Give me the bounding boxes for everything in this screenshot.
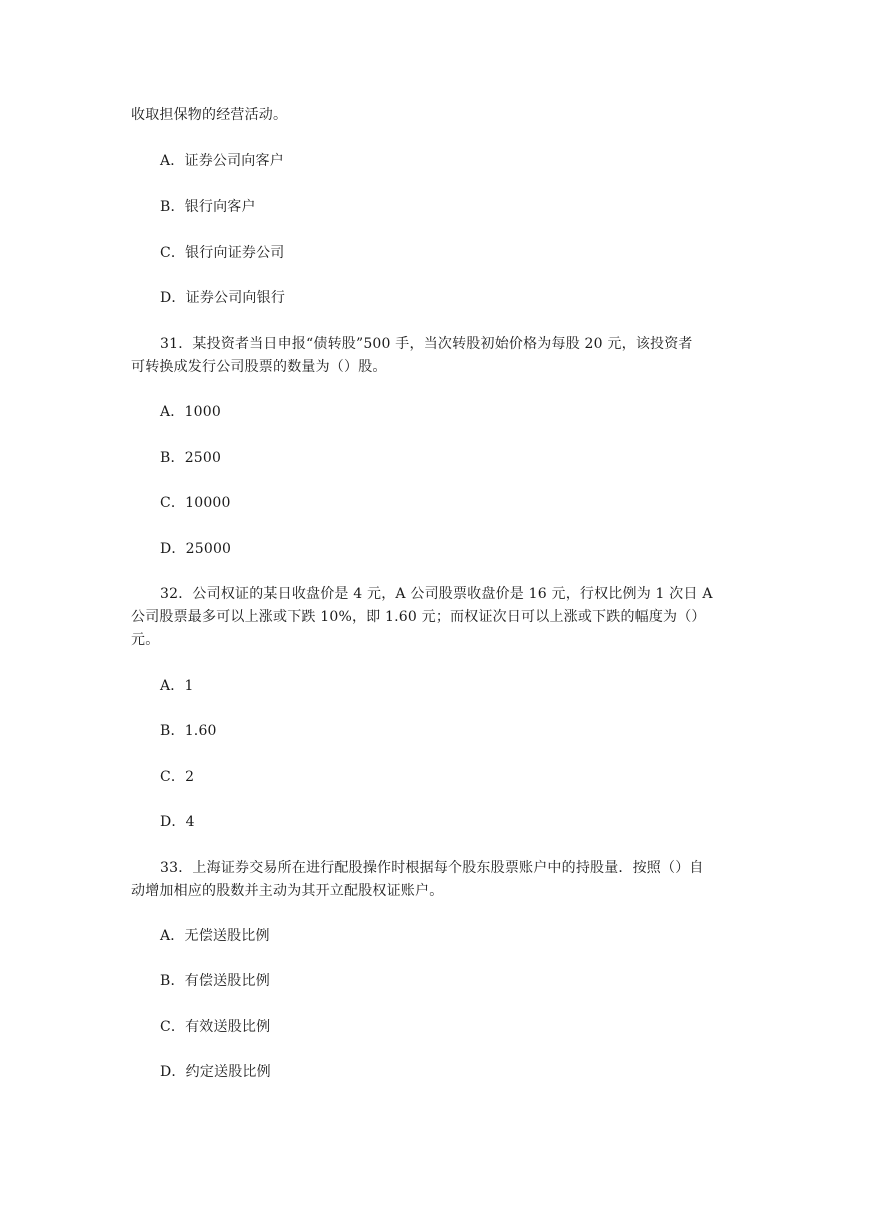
question-33-line-2: 动增加相应的股数并主动为其开立配股权证账户。 [131, 883, 444, 899]
question-32-line-3: 元。 [131, 632, 160, 648]
option-a: A．证券公司向客户 [160, 153, 284, 169]
option-c: C．银行向证券公司 [160, 245, 285, 261]
q31-option-a: A．1000 [160, 404, 221, 420]
q31-option-d: D．25000 [160, 541, 232, 557]
option-b: B．银行向客户 [160, 199, 256, 215]
question-31-line-1: 31．某投资者当日申报“债转股”500 手，当次转股初始价格为每股 20 元，该投资者 [160, 336, 693, 352]
q33-option-a: A．无偿送股比例 [160, 928, 270, 944]
q31-option-c: C．10000 [160, 495, 231, 511]
question-32-line-2: 公司股票最多可以上涨或下跌 10%，即 1.60 元；而权证次日可以上涨或下跌的幅度为（） [131, 609, 706, 625]
q33-option-d: D．约定送股比例 [160, 1064, 271, 1080]
q33-option-c: C．有效送股比例 [160, 1019, 271, 1035]
q32-option-d: D．4 [160, 814, 195, 830]
intro-tail-text: 收取担保物的经营活动。 [131, 107, 288, 123]
q33-option-b: B．有偿送股比例 [160, 973, 270, 989]
q32-option-b: B．1.60 [160, 723, 217, 739]
q32-option-c: C．2 [160, 769, 195, 785]
option-d: D．证券公司向银行 [160, 290, 286, 306]
q31-option-b: B．2500 [160, 450, 222, 466]
question-31-line-2: 可转换成发行公司股票的数量为（）股。 [131, 359, 387, 375]
q32-option-a: A．1 [160, 678, 194, 694]
question-32-line-1: 32．公司权证的某日收盘价是 4 元，A 公司股票收盘价是 16 元，行权比例为 1 次日 A [160, 586, 713, 602]
question-33-line-1: 33．上海证券交易所在进行配股操作时根据每个股东股票账户中的持股量．按照（）自 [160, 860, 704, 876]
